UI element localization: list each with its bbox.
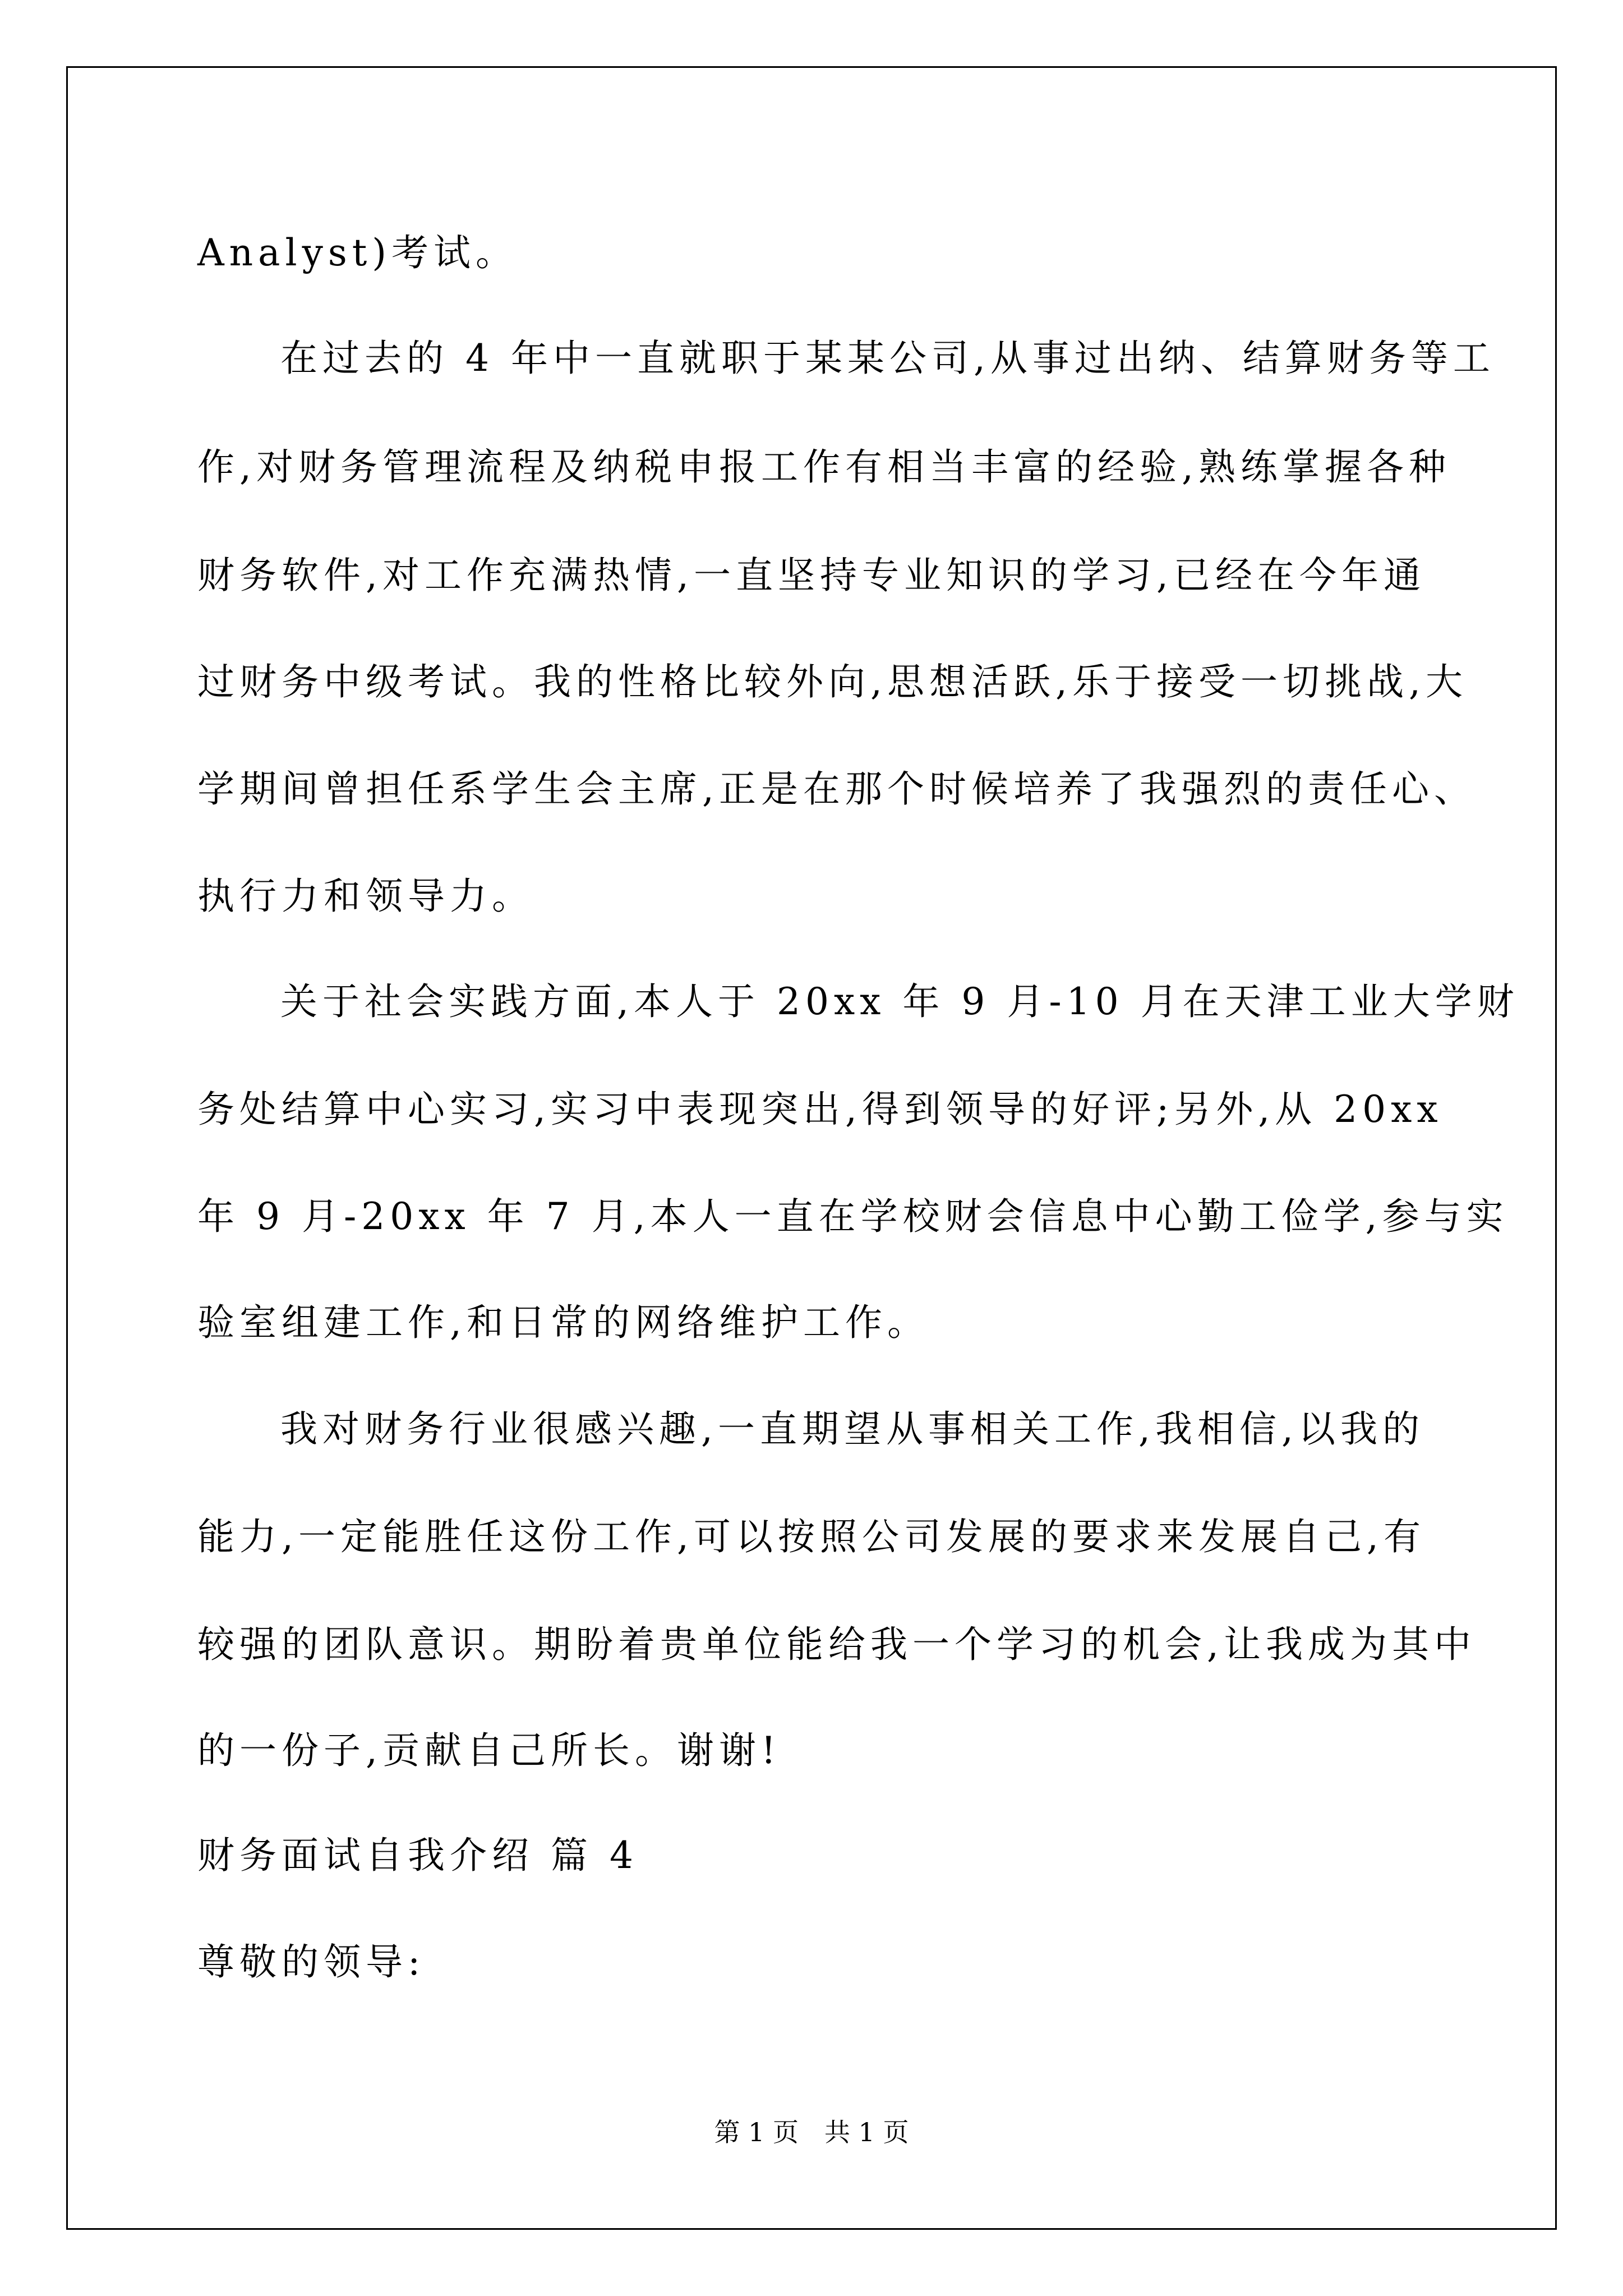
text-line: 执行力和领导力。 [197, 875, 534, 918]
text-line: 我对财务行业很感兴趣,一直期望从事相关工作,我相信,以我的 [280, 1407, 1424, 1451]
text-line: 作,对财务管理流程及纳税申报工作有相当丰富的经验,熟练掌握各种 [197, 445, 1451, 489]
text-line: Analyst)考试。 [197, 231, 518, 274]
text-line: 在过去的 4 年中一直就职于某某公司,从事过出纳、结算财务等工 [280, 337, 1495, 380]
text-line: 年 9 月-20xx 年 7 月,本人一直在学校财会信息中心勤工俭学,参与实 [197, 1195, 1509, 1238]
page-total: 共 1 页 [824, 2117, 909, 2147]
text-line: 财务软件,对工作充满热情,一直坚持专业知识的学习,已经在今年通 [197, 554, 1426, 597]
text-line: 关于社会实践方面,本人于 20xx 年 9 月-10 月在天津工业大学财 [280, 980, 1519, 1023]
text-line: 较强的团队意识。期盼着贵单位能给我一个学习的机会,让我成为其中 [197, 1623, 1476, 1666]
page-footer [0, 2119, 1623, 2145]
section-heading: 财务面试自我介绍 篇 4 [197, 1834, 638, 1877]
text-line: 验室组建工作,和日常的网络维护工作。 [197, 1301, 929, 1344]
text-line: 能力,一定能胜任这份工作,可以按照公司发展的要求来发展自己,有 [197, 1515, 1426, 1558]
salutation: 尊敬的领导: [197, 1940, 426, 1984]
page-border [66, 66, 1557, 2230]
text-line: 学期间曾担任系学生会主席,正是在那个时候培养了我强烈的责任心、 [197, 767, 1476, 811]
text-line: 务处结算中心实习,实习中表现突出,得到领导的好评;另外,从 20xx [197, 1088, 1443, 1131]
page-number: 第 1 页 [714, 2117, 799, 2147]
text-line: 的一份子,贡献自己所长。谢谢! [197, 1729, 781, 1772]
text-line: 过财务中级考试。我的性格比较外向,思想活跃,乐于接受一切挑战,大 [197, 660, 1468, 703]
